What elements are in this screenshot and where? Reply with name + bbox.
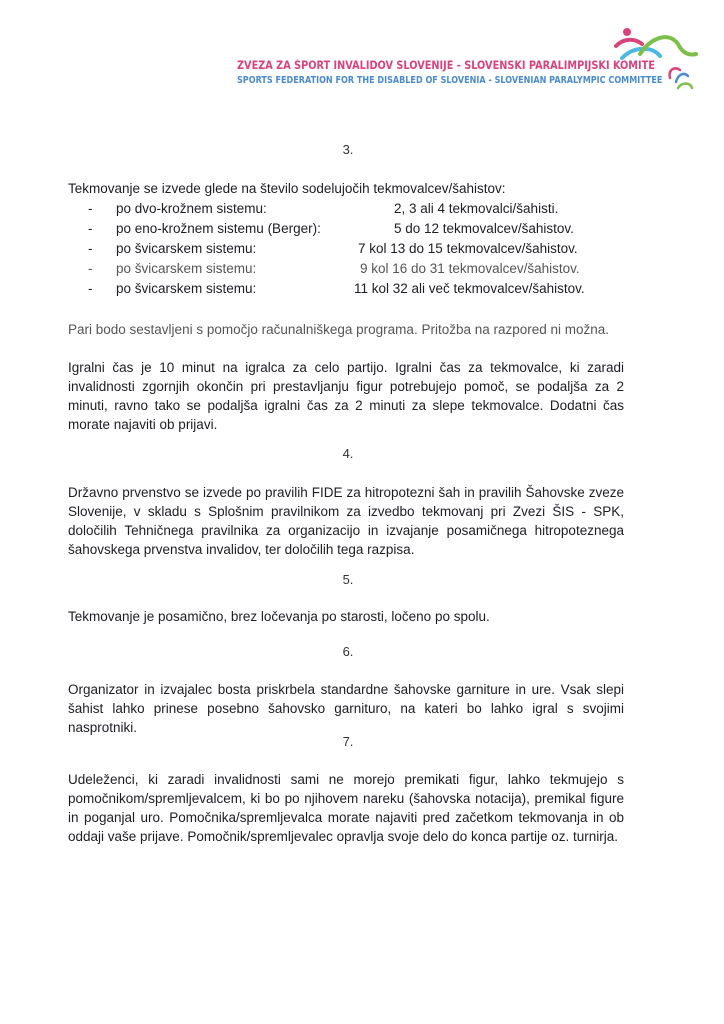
list-item	[88, 199, 628, 219]
paralympic-agitos-logo-icon	[612, 16, 702, 96]
list-system: po švicarskem sistemu:	[116, 241, 257, 256]
list-value: 7 kol 13 do 15 tekmovalcev/šahistov.	[358, 241, 578, 256]
section-7-assistants: Udeleženci, ki zaradi invalidnosti sami ne morejo premikati figur, lahko tekmujejo s pomočnikom/spremljevalcem, ki bo po njihovem nareku (šahovska notacija), premikal figure in poganjal uro. Pomočnika/spremljevalca morate najaviti pred začetkom tekmovanja in ob oddaji vaše prijave. Pomočnik/spremljevalec opravlja svoje delo do konca partije oz. turnirja.	[68, 772, 624, 844]
list-dash: -	[88, 241, 93, 256]
section-3-pairing: Pari bodo sestavljeni s pomočjo računalniškega programa. Pritožba na razpored ni možna.	[68, 322, 610, 337]
section-5-competition: Tekmovanje je posamično, brez ločevanja po starosti, ločeno po spolu.	[68, 609, 490, 624]
tournament-systems-list	[88, 199, 628, 299]
list-item	[88, 239, 628, 259]
list-dash: -	[88, 201, 93, 216]
list-value: 9 kol 16 do 31 tekmovalcev/šahistov.	[360, 261, 580, 276]
section-number-3: 3.	[342, 142, 354, 157]
list-value: 5 do 12 tekmovalcev/šahistov.	[394, 221, 574, 236]
list-item	[88, 219, 628, 239]
section-number-4: 4.	[342, 446, 354, 461]
list-system: po eno-krožnem sistemu (Berger):	[116, 221, 321, 236]
section-4-rules: Državno prvenstvo se izvede po pravilih FIDE za hitropotezni šah in pravilih Šahovske zveze Slovenije, v skladu s Splošnim pravilnikom za izvedbo tekmovanj pri Zvezi ŠIS - SPK, določilih Tehničnega pravilnika za organizacijo in izvajanje posamičnega hitropoteznega šahovskega prvenstva invalidov, ter določilih tega razpisa.	[68, 485, 624, 557]
section-3-time-control: Igralni čas je 10 minut na igralca za celo partijo. Igralni čas za tekmovalce, ki zaradi invalidnosti zgornjih okončin pri prestavljanju figur potrebujejo pomoč, se podaljša za 2 minuti, ravno tako se podaljša igralni čas za 2 minuti za slepe tekmovalce. Dodatni čas morate najaviti ob prijavi.	[68, 360, 624, 432]
section-6-equipment: Organizator in izvajalec bosta priskrbela standardne šahovske garniture in ure. Vsak slepi šahist lahko prinese posebno šahovsko garnituro, na kateri bo lahko igral s svojimi nasprotniki.	[68, 682, 624, 735]
list-item	[88, 259, 628, 279]
section-number-5: 5.	[342, 572, 354, 587]
list-dash: -	[88, 261, 93, 276]
list-value: 2, 3 ali 4 tekmovalci/šahisti.	[394, 201, 559, 216]
section-3-intro: Tekmovanje se izvede glede na število sodelujočih tekmovalcev/šahistov:	[68, 181, 506, 196]
org-name-slovenian: ZVEZA ZA ŠPORT INVALIDOV SLOVENIJE - SLOVENSKI PARALIMPIJSKI KOMITE	[237, 59, 655, 72]
section-number-7: 7.	[342, 734, 354, 749]
list-dash: -	[88, 281, 93, 296]
org-name-english: SPORTS FEDERATION FOR THE DISABLED OF SLOVENIA - SLOVENIAN PARALYMPIC COMMITTEE	[237, 75, 663, 86]
list-system: po švicarskem sistemu:	[116, 261, 257, 276]
list-system: po švicarskem sistemu:	[116, 281, 257, 296]
section-number-6: 6.	[342, 644, 354, 659]
list-value: 11 kol 32 ali več tekmovalcev/šahistov.	[354, 281, 585, 296]
list-system: po dvo-krožnem sistemu:	[116, 201, 267, 216]
list-dash: -	[88, 221, 93, 236]
list-item	[88, 279, 628, 299]
letterhead	[0, 0, 724, 100]
